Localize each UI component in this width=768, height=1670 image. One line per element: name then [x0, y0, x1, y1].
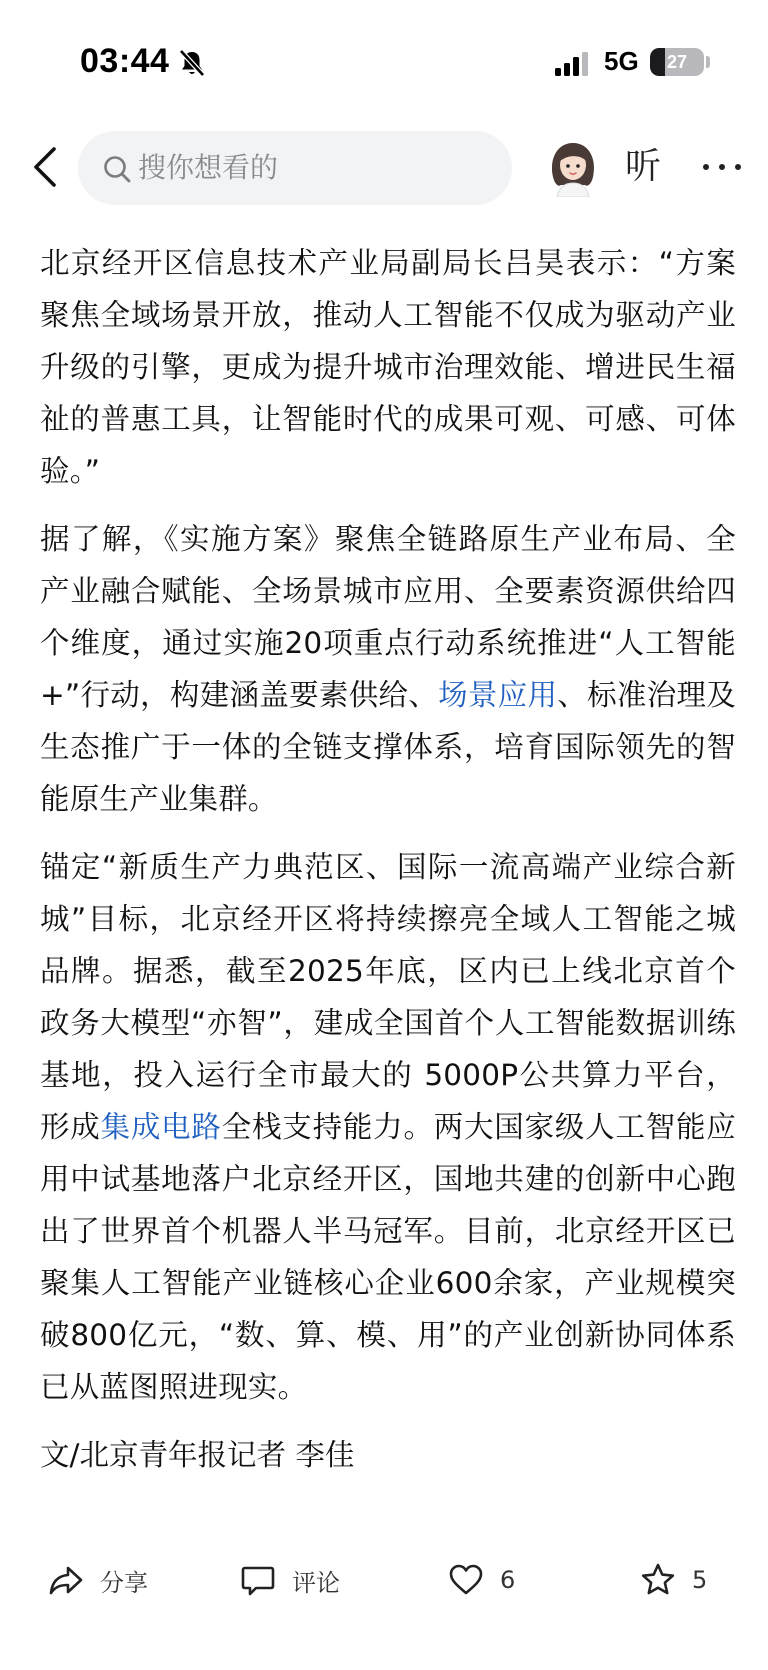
article-paragraph — [40, 237, 736, 497]
like-button[interactable] — [448, 1545, 515, 1615]
status-time: 03:44 — [80, 42, 170, 80]
paragraph-text: 锚定“新质生产力典范区、国际一流高端产业综合新城”目标，北京经开区将持续擦亮全域人工智能之城品牌。据悉，截至2025年底，区内已上线北京首个政务大模型“亦智”，建成全国首个人工智能数据训练基地，投入运行全市最大的 5000P公共算力平台，形成 — [40, 850, 736, 1144]
star-icon — [640, 1562, 676, 1598]
bottom-action-bar — [0, 1545, 768, 1615]
comment-label: 评论 — [292, 1568, 340, 1597]
listen-button[interactable]: 听 — [625, 146, 662, 187]
favorite-count: 5 — [692, 1566, 708, 1594]
paragraph-text: 北京经开区信息技术产业局副局长吕昊表示：“方案聚焦全域场景开放，推动人工智能不仅成为驱动产业升级的引擎，更成为提升城市治理效能、增进民生福祉的普惠工具，让智能时代的成果可观、可感、可体验。” — [40, 246, 736, 488]
share-label: 分享 — [100, 1568, 148, 1597]
heart-icon — [448, 1562, 484, 1598]
battery-icon — [650, 48, 704, 76]
article-byline: 文/北京青年报记者 李佳 — [40, 1438, 355, 1472]
battery-level: 27 — [666, 52, 688, 72]
like-count: 6 — [500, 1566, 516, 1594]
avatar[interactable] — [545, 137, 601, 197]
share-button[interactable] — [48, 1545, 148, 1615]
search-placeholder: 搜你想看的 — [138, 151, 279, 184]
comment-icon — [240, 1562, 276, 1598]
paragraph-text: 据了解，《实施方案》聚焦全链路原生产业布局、全产业融合赋能、全场景城市应用、全要素资源供给四个维度，通过实施20项重点行动系统推进“人工智能+”行动，构建涵盖要素供给、 — [40, 522, 736, 712]
article-paragraph — [40, 513, 736, 825]
nav-bar — [0, 125, 768, 209]
share-icon — [48, 1562, 84, 1598]
paragraph-text: 全栈支持能力。两大国家级人工智能应用中试基地落户北京经开区，国地共建的创新中心跑出了世界首个机器人半马冠军。目前，北京经开区已聚集人工智能产业链核心企业600余家，产业规模突破800亿元，“数、算、模、用”的产业创新协同体系已从蓝图照进现实。 — [40, 1110, 736, 1404]
back-icon[interactable] — [26, 143, 66, 191]
article-paragraph — [40, 841, 736, 1413]
favorite-button[interactable] — [640, 1545, 707, 1615]
scene-application-link[interactable]: 场景应用 — [438, 678, 558, 712]
signal-icon — [555, 52, 591, 76]
battery-cap — [706, 56, 710, 68]
article-body — [40, 237, 736, 1481]
network-type: 5G — [604, 46, 639, 76]
search-icon — [102, 154, 132, 184]
more-icon[interactable] — [700, 151, 744, 183]
comment-button[interactable] — [240, 1545, 340, 1615]
integrated-circuit-link[interactable]: 集成电路 — [100, 1110, 222, 1144]
mute-icon — [178, 48, 206, 78]
paragraph-text: 、标准治理及生态推广于一体的全链支撑体系，培育国际领先的智能原生产业集群。 — [40, 678, 736, 816]
status-bar — [0, 0, 768, 120]
search-input[interactable] — [78, 131, 512, 205]
